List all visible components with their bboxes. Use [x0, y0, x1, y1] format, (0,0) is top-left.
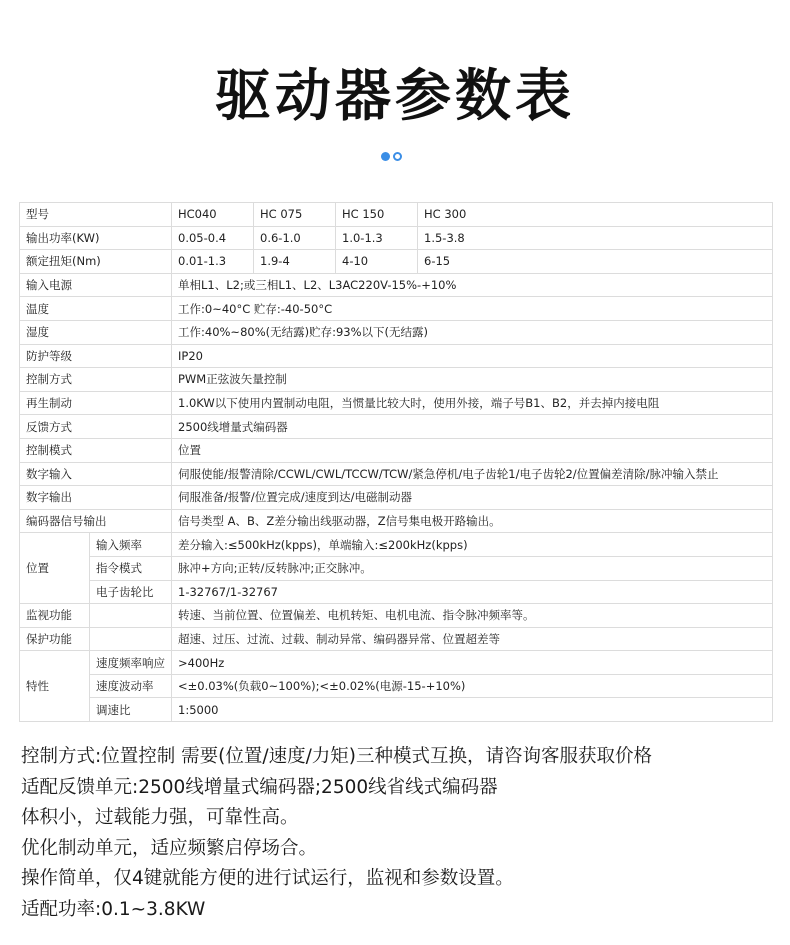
table-row — [20, 462, 773, 486]
note-line: 优化制动单元，适应频繁启停场合。 — [21, 837, 318, 859]
value-cell: 4-10 — [336, 250, 418, 274]
value-cell: 超速、过压、过流、过载、制动异常、编码器异常、位置超差等 — [172, 627, 773, 651]
value-cell: <±0.03%(负载0~100%);<±0.02%(电源-15-+10%) — [172, 674, 773, 698]
row-label: 反馈方式 — [20, 415, 172, 439]
value-cell: 0.6-1.0 — [254, 226, 336, 250]
table-row — [20, 391, 773, 415]
table-row — [20, 297, 773, 321]
sub-label: 速度波动率 — [90, 674, 172, 698]
table-row — [20, 320, 773, 344]
sub-label: 输入频率 — [90, 533, 172, 557]
value-cell: 伺服使能/报警清除/CCWL/CWL/TCCW/TCW/紧急停机/电子齿轮1/电子齿轮2/位置偏差清除/脉冲输入禁止 — [172, 462, 773, 486]
value-cell: >400Hz — [172, 651, 773, 675]
row-label: 型号 — [20, 203, 172, 227]
group-label: 监视功能 — [20, 604, 90, 628]
sub-label: 速度频率响应 — [90, 651, 172, 675]
value-cell: 0.01-1.3 — [172, 250, 254, 274]
sub-label: 指令模式 — [90, 556, 172, 580]
table-row-monitor — [20, 604, 773, 628]
table-row-position — [20, 580, 773, 604]
value-cell: 1-32767/1-32767 — [172, 580, 773, 604]
active-dot-icon — [381, 152, 390, 161]
value-cell: 1.0-1.3 — [336, 226, 418, 250]
table-row — [20, 438, 773, 462]
table-row-features — [20, 674, 773, 698]
group-label: 特性 — [20, 651, 90, 722]
model-cell: HC 300 — [418, 203, 773, 227]
row-label: 再生制动 — [20, 391, 172, 415]
table-row — [20, 368, 773, 392]
value-cell: IP20 — [172, 344, 773, 368]
inactive-dot-icon — [393, 152, 402, 161]
value-cell: 伺服准备/报警/位置完成/速度到达/电磁制动器 — [172, 486, 773, 510]
value-cell: PWM正弦波矢量控制 — [172, 368, 773, 392]
row-label: 额定扭矩(Nm) — [20, 250, 172, 274]
row-label: 编码器信号输出 — [20, 509, 172, 533]
model-cell: HC 150 — [336, 203, 418, 227]
table-row — [20, 344, 773, 368]
value-cell: 差分输入:≤500kHz(kpps)，单端输入:≤200kHz(kpps) — [172, 533, 773, 557]
row-label: 防护等级 — [20, 344, 172, 368]
table-row-position — [20, 556, 773, 580]
group-label: 保护功能 — [20, 627, 90, 651]
value-cell: 转速、当前位置、位置偏差、电机转矩、电机电流、指令脉冲频率等。 — [172, 604, 773, 628]
table-row — [20, 486, 773, 510]
sub-label: 调速比 — [90, 698, 172, 722]
value-cell: 位置 — [172, 438, 773, 462]
value-cell: 1:5000 — [172, 698, 773, 722]
value-cell: 1.0KW以下使用内置制动电阻，当惯量比较大时，使用外接，端子号B1、B2，并去掉内接电阻 — [172, 391, 773, 415]
group-label: 位置 — [20, 533, 90, 604]
row-label: 温度 — [20, 297, 172, 321]
spec-table — [19, 202, 773, 722]
table-row-features — [20, 698, 773, 722]
carousel-indicator — [381, 152, 402, 164]
value-cell: 工作:40%~80%(无结露)贮存:93%以下(无结露) — [172, 320, 773, 344]
value-cell: 2500线增量式编码器 — [172, 415, 773, 439]
table-row-position — [20, 533, 773, 557]
row-label: 控制方式 — [20, 368, 172, 392]
feature-notes — [21, 742, 652, 925]
row-label: 湿度 — [20, 320, 172, 344]
row-label: 控制模式 — [20, 438, 172, 462]
empty-cell — [90, 604, 172, 628]
note-line: 控制方式:位置控制 需要(位置/速度/力矩)三种模式互换，请咨询客服获取价格 — [21, 746, 653, 767]
value-cell: 1.9-4 — [254, 250, 336, 274]
value-cell: 单相L1、L2;或三相L1、L2、L3AC220V-15%-+10% — [172, 273, 773, 297]
empty-cell — [90, 627, 172, 651]
row-label: 输出功率(KW) — [20, 226, 172, 250]
note-line: 适配反馈单元:2500线增量式编码器;2500线省线式编码器 — [21, 776, 498, 798]
table-row — [20, 509, 773, 533]
table-row-model — [20, 203, 773, 227]
model-cell: HC 075 — [254, 203, 336, 227]
value-cell: 信号类型 A、B、Z差分输出线驱动器，Z信号集电极开路输出。 — [172, 509, 773, 533]
model-cell: HC040 — [172, 203, 254, 227]
row-label: 输入电源 — [20, 273, 172, 297]
value-cell: 工作:0~40°C 贮存:-40-50°C — [172, 297, 773, 321]
note-line: 适配功率:0.1~3.8KW — [21, 898, 206, 920]
row-label: 数字输入 — [20, 462, 172, 486]
value-cell: 6-15 — [418, 250, 773, 274]
value-cell: 1.5-3.8 — [418, 226, 773, 250]
note-line: 操作简单，仅4键就能方便的进行试运行，监视和参数设置。 — [21, 868, 514, 889]
table-row-features — [20, 651, 773, 675]
page-title: 驱动器参数表 — [215, 64, 575, 129]
row-label: 数字输出 — [20, 486, 172, 510]
value-cell: 脉冲+方向;正转/反转脉冲;正交脉冲。 — [172, 556, 773, 580]
table-row-protection — [20, 627, 773, 651]
table-row — [20, 273, 773, 297]
note-line: 体积小，过载能力强，可靠性高。 — [21, 807, 299, 828]
table-row — [20, 415, 773, 439]
sub-label: 电子齿轮比 — [90, 580, 172, 604]
table-row-power — [20, 226, 773, 250]
table-row-torque — [20, 250, 773, 274]
value-cell: 0.05-0.4 — [172, 226, 254, 250]
